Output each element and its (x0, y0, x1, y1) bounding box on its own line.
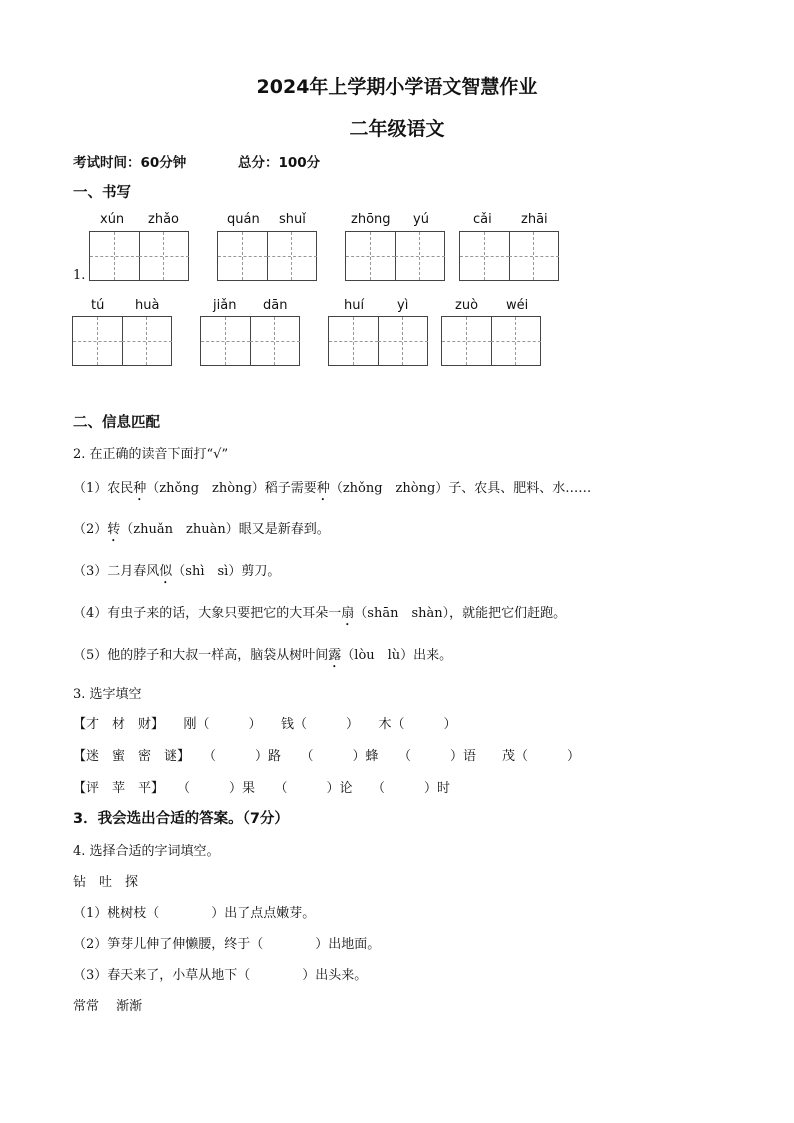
pinyin: yú (413, 212, 429, 227)
pinyin: zhāi (521, 212, 548, 227)
writing-grid[interactable] (217, 231, 317, 281)
text: （shì sì）剪刀。 (172, 564, 281, 579)
question-number: 1. (73, 268, 86, 283)
exam-time: 考试时间：60分钟 (73, 155, 187, 171)
page-subtitle: 二年级语文 (349, 118, 445, 140)
fill-row-3: 【评 苹 平】 （ ）果 （ ）论 （ ）时 (73, 781, 451, 796)
page-title: 2024年上学期小学语文智慧作业 (256, 76, 538, 98)
text: （4）有虫子来的话，大象只要把它的大耳朵一 (73, 606, 342, 621)
word-choices: 常常 渐渐 (73, 999, 143, 1014)
item-4 (73, 602, 566, 629)
pinyin: wéi (506, 298, 529, 313)
pinyin: zhōng (351, 212, 391, 227)
writing-grid[interactable] (72, 316, 172, 366)
text: （zhǒng zhòng）稻子需要 (146, 481, 317, 496)
text: （lòu lù）出来。 (341, 648, 453, 663)
dotted-char: 转 (107, 522, 121, 537)
text: （zhuǎn zhuàn）眼又是新春到。 (120, 522, 330, 537)
sentence-2: （2）笋芽儿伸了伸懒腰，终于（ ）出地面。 (73, 937, 381, 952)
sentence-3: （3）春天来了，小草从地下（ ）出头来。 (73, 968, 368, 983)
text: （5）他的脖子和大叔一样高，脑袋从树叶间 (73, 648, 329, 663)
writing-grid[interactable] (328, 316, 428, 366)
section-heading-matching: 二、信息匹配 (73, 415, 160, 431)
pinyin: cǎi (473, 212, 492, 227)
writing-grid[interactable] (89, 231, 189, 281)
section-heading-answers: 3．我会选出合适的答案。（7分） (73, 811, 289, 827)
word-choices: 钻 吐 探 (73, 875, 139, 890)
fill-row-2: 【迷 蜜 密 谜】 （ ）路 （ ）蜂 （ ）语 茂（ ） (73, 749, 581, 764)
question-3: 3. 选字填空 (73, 687, 142, 702)
text: （1）农民 (73, 481, 134, 496)
pinyin: tú (91, 298, 105, 313)
text: （shān shàn），就能把它们赶跑。 (354, 606, 567, 621)
total-score: 总分：100分 (238, 155, 321, 171)
writing-grid[interactable] (345, 231, 445, 281)
pinyin: zhǎo (148, 212, 179, 227)
pinyin: zuò (455, 298, 479, 313)
pinyin: quán (227, 212, 260, 227)
item-1 (73, 477, 591, 504)
pinyin: yì (397, 298, 409, 313)
pinyin: huí (344, 298, 365, 313)
pinyin: huà (135, 298, 160, 313)
pinyin: dān (263, 298, 288, 313)
section-heading-writing: 一、书写 (73, 185, 131, 201)
item-3 (73, 560, 280, 587)
question-4: 4. 选择合适的字词填空。 (73, 844, 220, 859)
dotted-char: 扇 (341, 606, 355, 621)
pinyin: xún (100, 212, 125, 227)
fill-row-1: 【才 材 财】 刚（ ） 钱（ ） 木（ ） (73, 717, 457, 732)
dotted-char: 露 (328, 648, 342, 663)
item-5 (73, 644, 452, 671)
dotted-char: 种 (316, 481, 330, 496)
sentence-1: （1）桃树枝（ ）出了点点嫩芽。 (73, 906, 316, 921)
pinyin: shuǐ (279, 212, 306, 227)
text: （zhǒng zhòng）子、农具、肥料、水…… (329, 481, 592, 496)
writing-grid[interactable] (441, 316, 541, 366)
dotted-char: 种 (133, 481, 147, 496)
question-2: 2. 在正确的读音下面打“√” (73, 447, 229, 462)
text: （2） (73, 522, 108, 537)
writing-grid[interactable] (200, 316, 300, 366)
text: （3）二月春风 (73, 564, 160, 579)
item-2 (73, 518, 330, 545)
writing-grid[interactable] (459, 231, 559, 281)
dotted-char: 似 (159, 564, 173, 579)
pinyin: jiǎn (213, 298, 237, 313)
